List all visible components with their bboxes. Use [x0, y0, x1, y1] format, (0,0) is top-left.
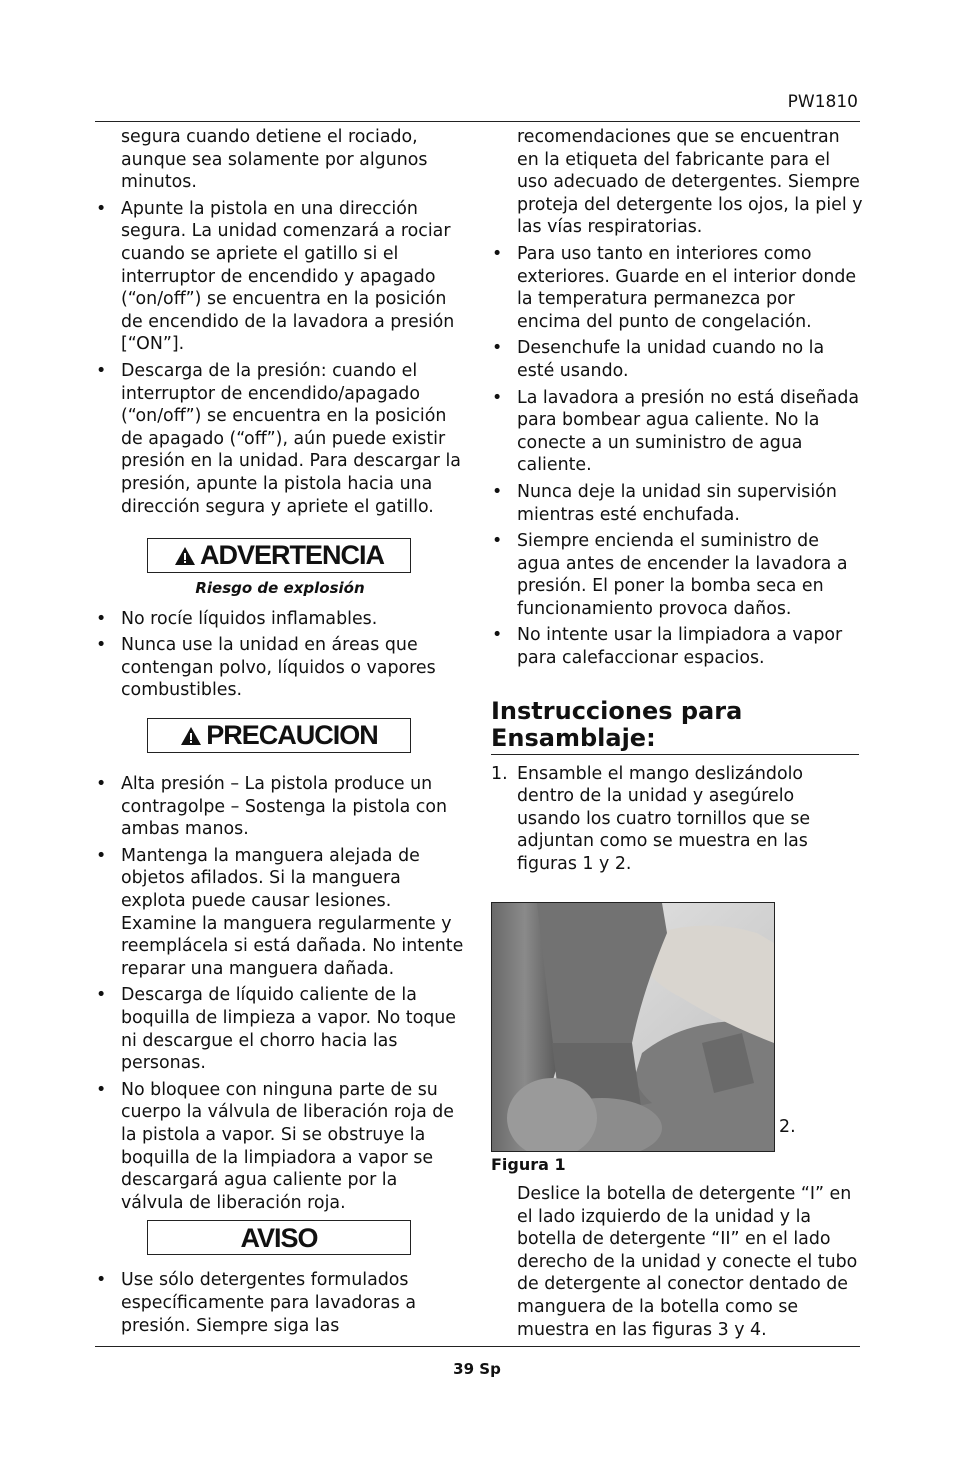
list-item: • No bloquee con ninguna parte de su cuerpo la válvula de liberación roja de la pistola a vapor. Si se obstruye la boquilla de la limpiadora a vapor se descargará agua caliente por la válvula de liberación roja.: [95, 1079, 465, 1215]
safety-list-1: [95, 198, 465, 518]
caution-triangle-icon: [180, 726, 202, 746]
warning-subtitle: Riesgo de explosión: [195, 579, 365, 598]
list-item: • Desenchufe la unidad cuando no la esté usando.: [491, 337, 863, 382]
list-item: • Apunte la pistola en una dirección segura. La unidad comenzará a rociar cuando se apriete el gatillo si el interruptor de encendido y apagado (“on/off”) se encuentra en la posición de encendido de la lavadora a presión [“ON”].: [95, 198, 465, 356]
caution-box: [147, 718, 411, 753]
top-rule: [95, 121, 860, 122]
list-item: • Mantenga la manguera alejada de objetos afilados. Si la manguera explota puede causar lesiones. Examine la manguera regularmente y reemplácela si está dañada. No intente reparar una manguera dañada.: [95, 845, 465, 981]
left-column: [95, 126, 465, 1341]
safety-list-5: [491, 243, 863, 670]
list-item: • La lavadora a presión no está diseñada para bombear agua caliente. No la conecte a un suministro de agua caliente.: [491, 387, 863, 477]
right-column: [491, 126, 863, 876]
warning-box: [147, 538, 411, 573]
list-item: • Para uso tanto en interiores como exteriores. Guarde en el interior donde la temperatura permanezca por encima del punto de congelación.: [491, 243, 863, 333]
list-item: • Nunca use la unidad en áreas que contengan polvo, líquidos o vapores combustibles.: [95, 634, 465, 702]
safety-list-4: [95, 1269, 465, 1337]
list-item: • No intente usar la limpiadora a vapor para calefaccionar espacios.: [491, 624, 863, 669]
list-item: • Descarga de líquido caliente de la boquilla de limpieza a vapor. No toque ni descargue el chorro hacia las personas.: [95, 984, 465, 1074]
figure-caption: Figura 1: [491, 1155, 566, 1174]
step-text: Ensamble el mango deslizándolo dentro de la unidad y asegúrelo usando los cuatro tornillos que se adjuntan como se muestra en las figuras 1 y 2.: [517, 763, 811, 875]
list-item: • Use sólo detergentes formulados específicamente para lavadoras a presión. Siempre siga las: [95, 1269, 465, 1337]
bottom-rule: [95, 1346, 860, 1347]
list-item: [491, 763, 863, 876]
section-title: Instrucciones para Ensamblaje:: [491, 698, 859, 755]
continued-text: recomendaciones que se encuentran en la etiqueta del fabricante para el uso adecuado de detergentes. Siempre proteja del detergente los ojos, la piel y las vías respiratorias.: [517, 127, 863, 238]
warning-label: ADVERTENCIA: [199, 540, 384, 571]
model-number: PW1810: [787, 92, 858, 112]
assembly-steps: [491, 763, 863, 876]
list-item: • No rocíe líquidos inflamables.: [95, 608, 465, 631]
safety-list-2: [95, 608, 465, 702]
list-item: • Nunca deje la unidad sin supervisión mientras esté enchufada.: [491, 481, 863, 526]
list-item: • Descarga de la presión: cuando el interruptor de encendido/apagado (“on/off”) se encuentra en la posición de apagado (“off”), aún puede existir presión en la unidad. Para descargar la presión, apunte la pistola hacia una dirección segura y apriete el gatillo.: [95, 360, 465, 518]
continued-text: segura cuando detiene el rociado, aunque sea solamente por algunos minutos.: [121, 127, 428, 193]
list-item: • Siempre encienda el suministro de agua antes de encender la lavadora a presión. El poner la bomba seca en funcionamiento provoca daños.: [491, 530, 863, 620]
safety-list-3: [95, 773, 465, 1214]
handle-assembly-illustration: [492, 903, 774, 1151]
list-item: • Alta presión – La pistola produce un contragolpe – Sostenga la pistola con ambas manos.: [95, 773, 465, 841]
figure-text: Deslice la botella de detergente “I” en el lado izquierdo de la unidad y la botella de detergente “II” en el lado derecho de la unidad y conecte el tubo de detergente al conector dentado de manguera de la botella como se muestra en las figuras 3 y 4.: [517, 1184, 858, 1340]
step-number: 1.: [491, 763, 508, 784]
caution-label: PRECAUCION: [206, 720, 378, 751]
figure-1-photo: [491, 902, 775, 1152]
notice-label: AVISO: [240, 1222, 318, 1253]
warning-triangle-icon: [174, 546, 196, 566]
page-number: 39 Sp: [453, 1360, 501, 1378]
figure-2-reference: 2.: [779, 1117, 796, 1137]
notice-box: [147, 1220, 411, 1255]
